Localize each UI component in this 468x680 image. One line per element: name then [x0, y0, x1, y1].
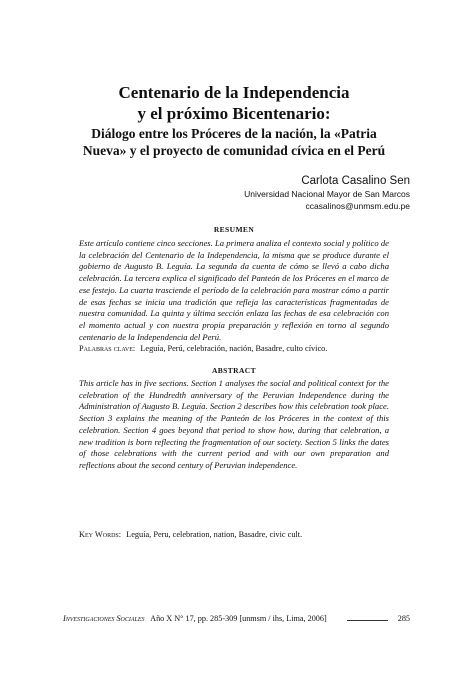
keywords-en: Leguía, Peru, celebration, nation, Basadre, civic cult.: [126, 530, 303, 539]
author-name: Carlota Casalino Sen: [301, 175, 410, 187]
footer-citation-line: [63, 613, 327, 625]
resumen-heading: RESUMEN: [213, 225, 255, 234]
author-email: ccasalinos@unmsm.edu.pe: [305, 201, 410, 211]
journal-name: Investigaciones Sociales: [63, 614, 145, 623]
title-line-2: y el próximo Bicentenario:: [137, 104, 331, 123]
title-line-1: Centenario de la Independencia: [118, 83, 350, 102]
abstract-heading: ABSTRACT: [211, 366, 257, 375]
journal-citation: Año X N° 17, pp. 285-309 [unmsm / ihs, Lima, 2006]: [150, 614, 327, 623]
page-number: 285: [397, 614, 410, 623]
abstract-text: This article has in five sections. Section 1 analyses the social and political context for the celebration of the Hundredth anniversary of the Peruvian Independence during the Administration of Augusto B. Leguía. Section 2 describes how this celebration took place. Section 3 explains the meaning of the Panteón de los Próceres in the context of this celebration. Section 4 goes beyond that period to show how, during that celebration, a new tradition is born reflecting the fragmentation of our society. Section 5 links the dates of those celebrations with the current period and with our own preparation and reflections about the second century of Peruvian independence.: [79, 378, 389, 470]
keywords-es: Leguía, Perú, celebración, nación, Basadre, culto cívico.: [140, 344, 328, 353]
subtitle-line-1: Diálogo entre los Próceres de la nación, la «Patria: [91, 126, 377, 141]
article-title: [40, 82, 428, 124]
article-subtitle: [40, 125, 428, 159]
resumen-keywords: [79, 343, 389, 354]
resumen-text: Este artículo contiene cinco secciones. La primera analiza el contexto social y político de la celebración del Centenario de la Independencia, la misma que se produce durante el gobierno de Augusto B. Leguía. La segunda da cuenta de cómo se llevó a cabo dicha celebración. La tercera explica el significado del Panteón de los Próceres en el marco de ese festejo. La cuarta trasciende el período de la celebración para mostrar cómo a partir de esas fechas se inicia una tradición que refleja las características fragmentadas de nuestra comunidad. La quinta y última sección enlaza las fechas de esa celebración con el momento actual y con nuestra propia preparación y reflexión en torno al segundo centenario de la Independencia del Perú.: [79, 238, 389, 342]
author-block: [244, 174, 410, 212]
author-affiliation: Universidad Nacional Mayor de San Marcos: [244, 189, 410, 199]
keywords-label-en: Key Words:: [79, 530, 122, 539]
abstract-keywords: [79, 529, 389, 540]
footer-rule: [347, 620, 388, 621]
subtitle-line-2: Nueva» y el proyecto de comunidad cívica en el Perú: [82, 143, 386, 158]
keywords-label-es: Palabras clave:: [79, 344, 136, 353]
page-footer: [63, 613, 410, 625]
